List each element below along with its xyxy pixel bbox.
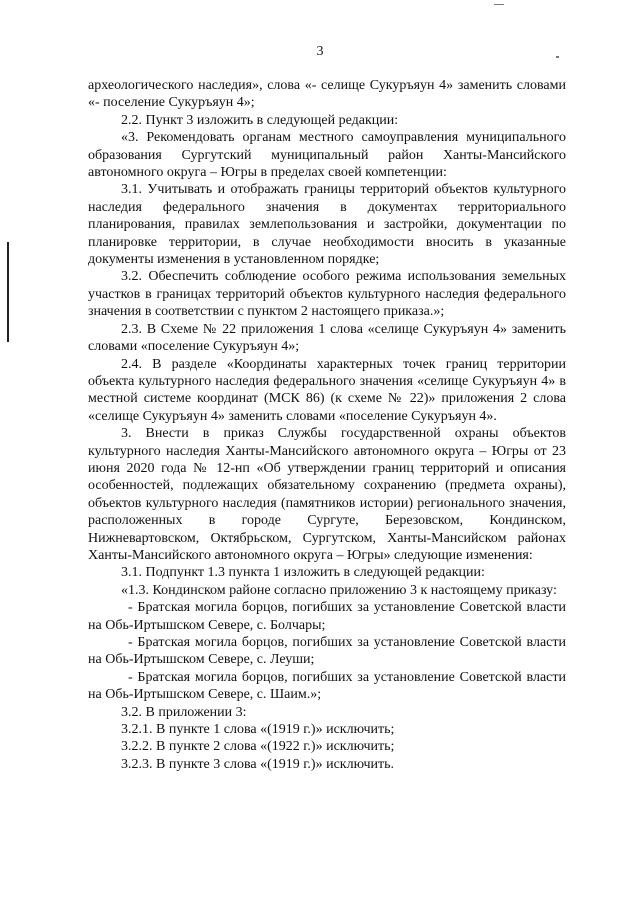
paragraph-3: 3. Внести в приказ Службы государственной охраны объектов культурного наследия Ханты-Мансийского автономного округа – Югры от 23 июня 2020 года № 12-нп «Об утверждении границ территорий и описания особенностей, подлежащих обязательному сохранению (предмета охраны), объектов культурного наследия (памятников истории) регионального значения, расположенных в городе Сургуте, Березовском, Кондинском, Нижневартовском, Октябрьском, Сургутском, Ханты-Мансийском районах Ханты-Мансийского автономного округа – Югры» следующие изменения: bbox=[88, 426, 566, 563]
scan-margin-mark bbox=[7, 242, 9, 342]
scan-speck bbox=[494, 4, 504, 5]
page-number: 3 bbox=[316, 44, 324, 59]
paragraph-3-2-3: 3.2.3. В пункте 3 слова «(1919 г.)» исключить. bbox=[121, 756, 395, 772]
paragraph-1-3: «1.3. Кондинском районе согласно приложению 3 к настоящему приказу: bbox=[121, 582, 557, 598]
paragraph-2-2: 2.2. Пункт 3 изложить в следующей редакции: bbox=[121, 112, 399, 128]
list-item: - Братская могила борцов, погибших за установление Советской власти на Обь-Иртышском Севере, с. Леуши; bbox=[88, 635, 566, 668]
paragraph-2-3: 2.3. В Схеме № 22 приложения 1 слова «селище Сукуръяун 4» заменить словами «поселение Сукуръяун 4»; bbox=[88, 321, 566, 355]
paragraph-3-2-2: 3.2.2. В пункте 2 слова «(1922 г.)» исключить; bbox=[121, 739, 395, 755]
paragraph-3-1: 3.1. Учитывать и отображать границы территорий объектов культурного наследия федерального значения в документах территориального планирования, правилах землепользования и застройки, документации по планировке территории, в случае необходимости вносить в указанные документы изменения в установленном порядке; bbox=[88, 182, 566, 268]
paragraph-3-1-sub: 3.1. Подпункт 1.3 пункта 1 изложить в следующей редакции: bbox=[121, 565, 485, 581]
list-item: - Братская могила борцов, погибших за установление Советской власти на Обь-Иртышском Севере, с. Болчары; bbox=[88, 600, 566, 633]
document-body bbox=[88, 77, 566, 773]
paragraph-3-2-1: 3.2.1. В пункте 1 слова «(1919 г.)» исключить; bbox=[121, 722, 395, 738]
paragraph-quote-3: «3. Рекомендовать органам местного самоуправления муниципального образования Сургутский муниципальный район Ханты-Мансийского автономного округа – Югры в пределах своей компетенции: bbox=[88, 130, 566, 181]
paragraph-3-2: 3.2. Обеспечить соблюдение особого режима использования земельных участков в границах территорий объектов культурного наследия федерального значения в соответствии с пунктом 2 настоящего приказа.»; bbox=[88, 269, 566, 320]
list-item: - Братская могила борцов, погибших за установление Советской власти на Обь-Иртышском Севере, с. Шаим.»; bbox=[88, 669, 566, 703]
paragraph-2-4: 2.4. В разделе «Координаты характерных точек границ территории объекта культурного наследия федерального значения «селище Сукуръяун 4» в местной системе координат (МСК 86) (к схеме № 22)» приложения 2 слова «селище Сукуръяун 4» заменить словами «поселение Сукуръяун 4». bbox=[88, 356, 566, 424]
scan-speck bbox=[556, 56, 559, 58]
paragraph-3-2-sub: 3.2. В приложении 3: bbox=[121, 704, 247, 720]
paragraph-continuation: археологического наследия», слова «- селище Сукуръяун 4» заменить словами «- поселение Сукуръяун 4»; bbox=[88, 78, 566, 111]
